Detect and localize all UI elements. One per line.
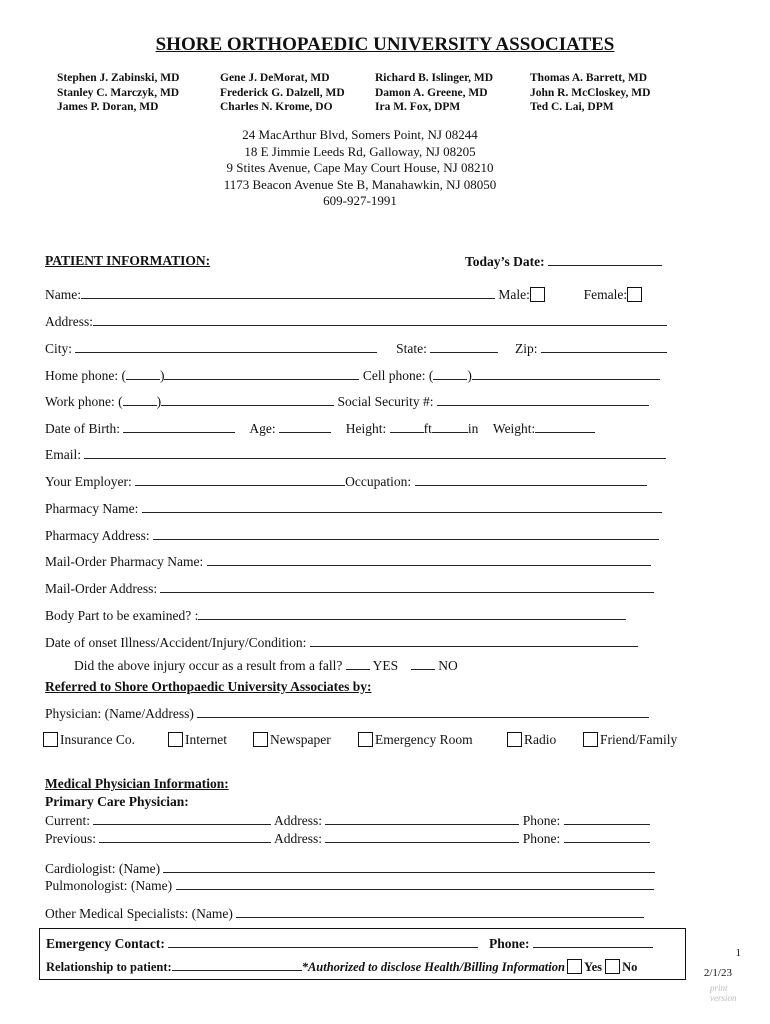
doctor-list-3: Richard B. Islinger, MD Damon A. Greene, MD Ira M. Fox, DPM xyxy=(375,72,494,113)
patient-info-heading: PATIENT INFORMATION: xyxy=(45,253,211,268)
weight-input[interactable] xyxy=(535,420,595,433)
previous-name-input[interactable] xyxy=(99,830,271,843)
pharmacy-name-input[interactable] xyxy=(142,500,662,513)
onset-input[interactable] xyxy=(310,634,638,647)
emergency-phone-input[interactable] xyxy=(533,935,653,948)
mail-pharmacy-row: Mail-Order Pharmacy Name: xyxy=(45,553,651,570)
mail-address-row: Mail-Order Address: xyxy=(45,580,654,597)
relationship-input[interactable] xyxy=(172,958,302,971)
referral-insurance[interactable]: Insurance Co. xyxy=(43,732,135,748)
body-part-row: Body Part to be examined? : xyxy=(45,607,626,624)
referral-heading: Referred to Shore Orthopaedic University Associates by: xyxy=(45,679,372,694)
state-input[interactable] xyxy=(430,340,498,353)
pharmacy-address-row: Pharmacy Address: xyxy=(45,527,659,544)
fall-yes-input[interactable] xyxy=(346,657,370,670)
address-input[interactable] xyxy=(93,313,667,326)
doctor-list-1: Stephen J. Zabinski, MD Stanley C. Marczyk, MD James P. Doran, MD xyxy=(57,72,180,113)
other-specialists-input[interactable] xyxy=(236,905,644,918)
fall-row: Did the above injury occur as a result from a fall? YES NO xyxy=(74,658,458,673)
name-input[interactable] xyxy=(81,286,495,299)
doctor-list-4: Thomas A. Barrett, MD John R. McCloskey, MD Ted C. Lai, DPM xyxy=(530,72,651,113)
email-row: Email: xyxy=(45,446,666,463)
referral-friend-family[interactable]: Friend/Family xyxy=(583,732,677,748)
dob-row: Date of Birth: Age: Height: ft in Weight: xyxy=(45,420,595,437)
city-input[interactable] xyxy=(75,340,377,353)
mail-address-input[interactable] xyxy=(160,580,654,593)
current-name-input[interactable] xyxy=(93,812,271,825)
doctor-list-2: Gene J. DeMorat, MD Frederick G. Dalzell, MD Charles N. Krome, DO xyxy=(220,72,345,113)
city-row: City: State: Zip: xyxy=(45,340,667,357)
revision-date: 2/1/23 xyxy=(703,967,732,979)
work-phone-input[interactable] xyxy=(161,393,334,406)
form-title: SHORE ORTHOPAEDIC UNIVERSITY ASSOCIATES xyxy=(155,34,615,55)
age-input[interactable] xyxy=(279,420,331,433)
internet-checkbox[interactable] xyxy=(168,732,183,747)
medical-heading: Medical Physician Information: xyxy=(45,776,229,791)
print-version-watermark: print version xyxy=(710,983,737,1003)
phone-row: Home phone: ( ) Cell phone: ( ) xyxy=(45,367,660,384)
height-in-input[interactable] xyxy=(432,420,468,433)
insurance-checkbox[interactable] xyxy=(43,732,58,747)
body-part-input[interactable] xyxy=(198,607,626,620)
ssn-input[interactable] xyxy=(437,393,649,406)
referral-internet[interactable]: Internet xyxy=(168,732,227,748)
todays-date-input[interactable] xyxy=(548,253,662,266)
occupation-input[interactable] xyxy=(415,473,647,486)
disclose-no-checkbox[interactable] xyxy=(605,959,620,974)
cell-phone-input[interactable] xyxy=(472,367,660,380)
radio-checkbox[interactable] xyxy=(507,732,522,747)
current-phone-input[interactable] xyxy=(564,812,650,825)
zip-input[interactable] xyxy=(541,340,667,353)
pharmacy-address-input[interactable] xyxy=(153,527,659,540)
emergency-contact-row: Emergency Contact: Phone: xyxy=(46,935,653,952)
previous-phone-input[interactable] xyxy=(564,830,650,843)
physician-row: Physician: (Name/Address) xyxy=(45,705,649,722)
referral-emergency-room[interactable]: Emergency Room xyxy=(358,732,473,748)
disclose-yes-checkbox[interactable] xyxy=(567,959,582,974)
primary-care-label: Primary Care Physician: xyxy=(45,794,189,809)
todays-date-field: Today’s Date: xyxy=(465,253,662,270)
previous-address-input[interactable] xyxy=(325,830,519,843)
cardiologist-input[interactable] xyxy=(163,860,655,873)
male-checkbox[interactable] xyxy=(530,287,545,302)
emergency-contact-input[interactable] xyxy=(168,935,478,948)
name-row: Name: Male: Female: xyxy=(45,286,644,303)
height-ft-input[interactable] xyxy=(390,420,424,433)
pulmonologist-input[interactable] xyxy=(176,877,654,890)
physician-input[interactable] xyxy=(197,705,649,718)
referral-newspaper[interactable]: Newspaper xyxy=(253,732,331,748)
cardiologist-row: Cardiologist: (Name) xyxy=(45,860,655,877)
email-input[interactable] xyxy=(84,446,666,459)
dob-input[interactable] xyxy=(123,420,235,433)
onset-row: Date of onset Illness/Accident/Injury/Condition: xyxy=(45,634,638,651)
newspaper-checkbox[interactable] xyxy=(253,732,268,747)
pulmonologist-row: Pulmonologist: (Name) xyxy=(45,877,654,894)
home-phone-input[interactable] xyxy=(164,367,359,380)
emergency-room-checkbox[interactable] xyxy=(358,732,373,747)
current-physician-row: Current: Address: Phone: xyxy=(45,812,650,829)
female-checkbox[interactable] xyxy=(627,287,642,302)
pharmacy-name-row: Pharmacy Name: xyxy=(45,500,662,517)
other-specialists-row: Other Medical Specialists: (Name) xyxy=(45,905,644,922)
fall-no-input[interactable] xyxy=(411,657,435,670)
current-address-input[interactable] xyxy=(325,812,519,825)
home-area-input[interactable] xyxy=(126,367,160,380)
referral-radio[interactable]: Radio xyxy=(507,732,556,748)
employer-row: Your Employer: Occupation: xyxy=(45,473,647,490)
page-number: 1 xyxy=(735,947,741,959)
friend-family-checkbox[interactable] xyxy=(583,732,598,747)
work-row: Work phone: ( ) Social Security #: xyxy=(45,393,649,410)
office-addresses: 24 MacArthur Blvd, Somers Point, NJ 08244 18 E Jimmie Leeds Rd, Galloway, NJ 08205 9 Stites Avenue, Cape May Court House, NJ 08210 1173 Beacon Avenue Ste B, Manahawkin, NJ 08050 609-927-1991 xyxy=(223,127,497,208)
relationship-row: Relationship to patient: *Authorized to disclose Health/Billing Information Yes No xyxy=(46,960,638,974)
cell-area-input[interactable] xyxy=(433,367,467,380)
mail-pharmacy-input[interactable] xyxy=(207,553,651,566)
previous-physician-row: Previous: Address: Phone: xyxy=(45,830,650,847)
employer-input[interactable] xyxy=(135,473,345,486)
work-area-input[interactable] xyxy=(123,393,157,406)
address-row: Address: xyxy=(45,313,667,330)
